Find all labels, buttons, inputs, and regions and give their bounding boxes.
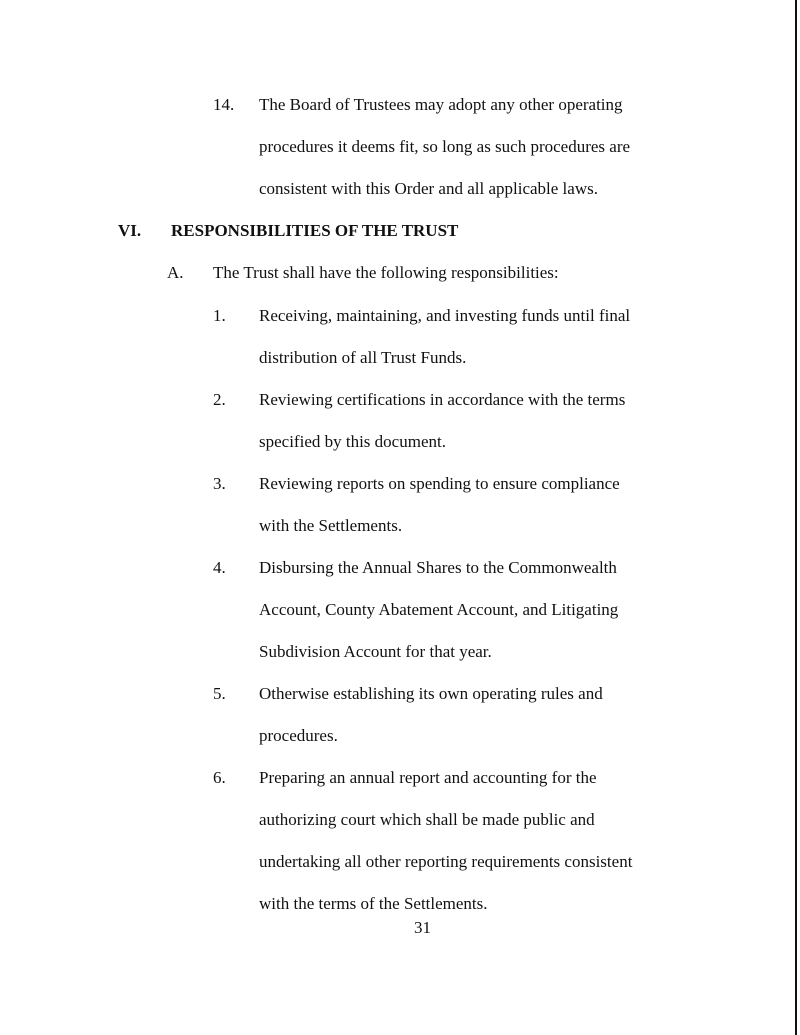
page-number: 31 [414, 918, 431, 937]
item-number: 1. [213, 306, 226, 325]
item-text-line: Reviewing reports on spending to ensure compliance [259, 474, 620, 493]
page-edge-line [795, 0, 797, 1035]
item-text-line: Account, County Abatement Account, and Litigating [259, 600, 619, 619]
item-text-line: Subdivision Account for that year. [259, 642, 492, 661]
item-text-line: Disbursing the Annual Shares to the Commonwealth [259, 558, 617, 577]
item-text-line: undertaking all other reporting requirements consistent [259, 852, 633, 871]
subsection-letter: A. [167, 263, 184, 282]
item-text-line: with the Settlements. [259, 516, 403, 535]
item-text-line: Otherwise establishing its own operating rules and [259, 684, 603, 703]
item-text-line: procedures. [259, 726, 338, 745]
item-text-line: distribution of all Trust Funds. [259, 348, 467, 367]
item-number: 6. [213, 768, 226, 787]
item-text-line: The Board of Trustees may adopt any other operating [259, 95, 623, 114]
item-text-line: Receiving, maintaining, and investing funds until final [259, 306, 631, 325]
item-number: 14. [213, 95, 235, 114]
subsection-text: The Trust shall have the following responsibilities: [213, 263, 559, 282]
item-number: 5. [213, 684, 226, 703]
item-number: 4. [213, 558, 226, 577]
item-text-line: authorizing court which shall be made public and [259, 810, 595, 829]
item-text-line: specified by this document. [259, 432, 446, 451]
item-number: 3. [213, 474, 226, 493]
section-title: RESPONSIBILITIES OF THE TRUST [171, 221, 459, 240]
item-text-line: with the terms of the Settlements. [259, 894, 488, 913]
section-number: VI. [118, 221, 142, 240]
item-text-line: consistent with this Order and all applicable laws. [259, 179, 598, 198]
item-number: 2. [213, 390, 226, 409]
item-text-line: Preparing an annual report and accounting for the [259, 768, 597, 787]
item-text-line: procedures it deems fit, so long as such procedures are [259, 137, 631, 156]
item-text-line: Reviewing certifications in accordance with the terms [259, 390, 626, 409]
